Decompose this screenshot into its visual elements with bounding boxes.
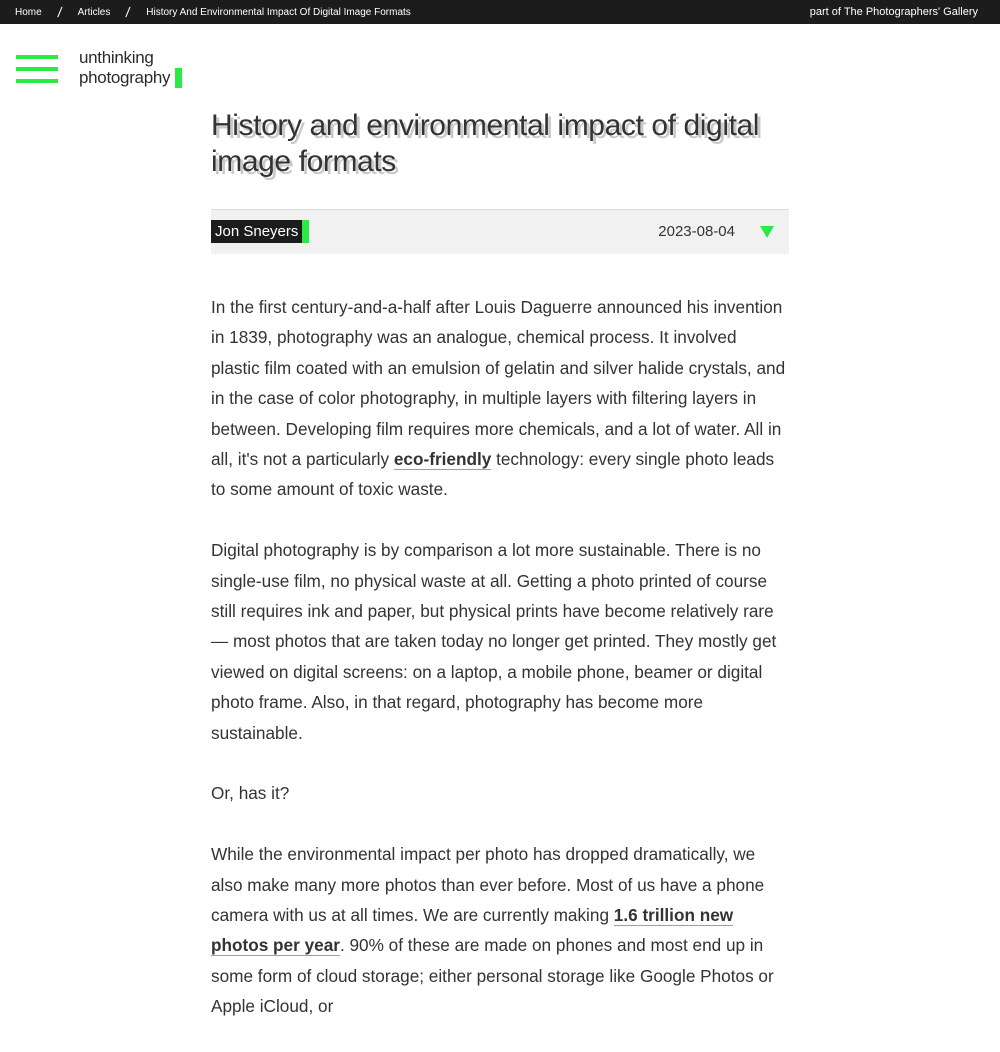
site-logo[interactable] — [79, 48, 182, 88]
paragraph: Digital photography is by comparison a lot more sustainable. There is no single-use film, no physical waste at all. Getting a photo printed of course still requires ink and paper, but physical prints have become relatively rare — most photos that are taken today no longer get printed. They mostly get viewed on digital screens: on a laptop, a mobile phone, beamer or digital photo frame. Also, in that regard, photography has become more sustainable. — [211, 540, 777, 743]
hamburger-line — [16, 79, 58, 83]
hamburger-line — [16, 55, 58, 59]
logo-line-2: photography — [79, 68, 171, 87]
logo-line-2-wrap — [79, 68, 182, 88]
hamburger-menu-icon[interactable] — [16, 55, 58, 83]
article-body — [211, 292, 789, 1052]
paragraph: Or, has it? — [211, 783, 290, 804]
page-title: History and environmental impact of digital image formats — [211, 109, 760, 178]
triangle-down-icon[interactable] — [759, 225, 775, 239]
hamburger-line — [16, 67, 58, 71]
part-of-gallery-link[interactable]: part of The Photographers' Gallery — [809, 6, 978, 18]
paragraph-text: In the first century-and-a-half after Louis Daguerre announced his invention in 1839, photography was an analogue, chemical process. It involved plastic film coated with an emulsion of gelatin and silver halide crystals, and in the case of color photography, in multiple layers with filtering layers in between. Developing film requires more chemicals, and a lot of water. All in all, it's not a particularly — [211, 297, 786, 470]
publish-date: 2023-08-04 — [658, 223, 735, 240]
logo-line-1: unthinking — [79, 48, 154, 67]
breadcrumb — [15, 0, 411, 24]
article-meta-bar — [211, 209, 789, 254]
paragraph-text: . 90% of these are made on phones and most end up in some form of cloud storage; either personal storage like Google Photos or Apple iCloud, or — [211, 935, 774, 1017]
paragraph-text: technology: every single photo leads to some amount of toxic waste. — [211, 449, 775, 500]
eco-friendly-link[interactable]: eco-friendly — [393, 449, 492, 470]
breadcrumb-separator: / — [125, 4, 132, 20]
paragraph-text: While the environmental impact per photo has dropped dramatically, we also make many more photos than ever before. Most of us have a phone camera with us at all times. We are currently making — [211, 844, 765, 926]
breadcrumb-separator: / — [56, 4, 63, 20]
breadcrumb-current-page[interactable]: History And Environmental Impact Of Digital Image Formats — [146, 6, 411, 18]
top-bar — [0, 0, 1000, 24]
logo-accent-bar — [175, 68, 182, 88]
author-name: Jon Sneyers — [211, 220, 302, 243]
breadcrumb-home-link[interactable]: Home — [15, 6, 42, 18]
paragraph — [211, 292, 789, 505]
author-accent-bar — [302, 220, 309, 243]
photos-per-year-link[interactable]: 1.6 trillion new photos per year — [211, 905, 734, 956]
breadcrumb-articles-link[interactable]: Articles — [77, 6, 111, 18]
author-link[interactable] — [211, 220, 309, 243]
paragraph — [211, 839, 789, 1021]
